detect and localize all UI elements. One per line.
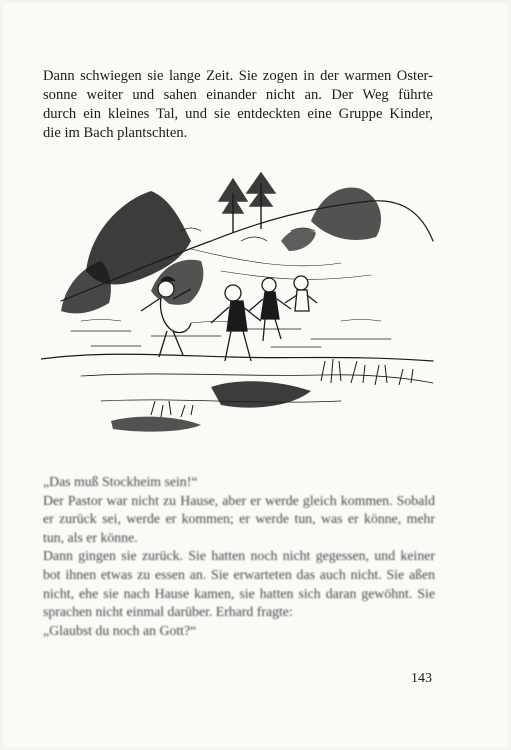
paragraph: Dann gingen sie zurück. Sie hatten noch nicht gegessen, und keiner bot ihnen etwas zu essen an. Sie erwarteten das auch nicht. Sie aßen nicht, ehe sie nach Hause kamen, sie hatten sich daran gewöhnt. Sie sprachen nicht einmal darüber. Erhard fragte: — [43, 548, 435, 620]
text-line: Dann schwiegen sie lange Zeit. Sie zogen in der warmen Oster- — [43, 68, 433, 84]
children-playing-in-brook-illustration — [41, 171, 441, 443]
lower-text — [43, 473, 435, 640]
paragraph: „Das muß Stockheim sein!“ — [43, 474, 198, 489]
text-line: durch ein kleines Tal, und sie entdeckten eine Gruppe Kinder, — [43, 106, 433, 122]
paragraph: Der Pastor war nicht zu Hause, aber er werde gleich kommen. Sobald er zurück sei, werde er kommen; er werde tun, was er könne, mehr tun, als er könne. — [43, 492, 435, 545]
paragraph: „Glaubst du noch an Gott?“ — [43, 622, 197, 638]
text-line: die im Bach plantschten. — [43, 125, 188, 141]
book-page — [3, 3, 508, 747]
top-paragraph — [43, 67, 433, 143]
text-line: sonne weiter und sahen einander nicht an. Der Weg führte — [43, 87, 433, 103]
page-number: 143 — [411, 671, 432, 686]
